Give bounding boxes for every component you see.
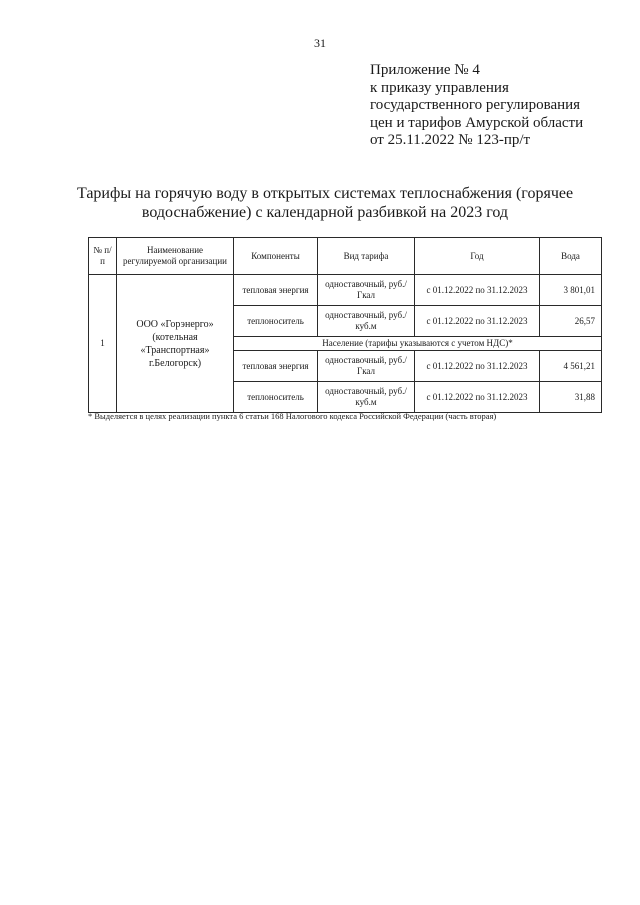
cell-tariff-type: одноставочный, руб./Гкал <box>318 351 415 382</box>
cell-period: с 01.12.2022 по 31.12.2023 <box>415 351 540 382</box>
section-label: Население (тарифы указываются с учетом НДС)* <box>234 337 602 351</box>
cell-tariff-type: одноставочный, руб./куб.м <box>318 382 415 413</box>
page-number: 31 <box>314 36 326 50</box>
cell-component: теплоноситель <box>234 306 318 337</box>
cell-tariff-type: одноставочный, руб./Гкал <box>318 275 415 306</box>
title-line-2: водоснабжение) с календарной разбивкой на 2023 год <box>141 204 509 221</box>
header-org: Наименование регулируемой организации <box>117 238 234 275</box>
footnote: * Выделяется в целях реализации пункта 6 статьи 168 Налогового кодекса Российской Федерации (часть вторая) <box>88 411 497 421</box>
cell-value: 31,88 <box>540 382 602 413</box>
row-number: 1 <box>89 275 117 413</box>
header-tariff-type: Вид тарифа <box>318 238 415 275</box>
cell-period: с 01.12.2022 по 31.12.2023 <box>415 306 540 337</box>
header-num: № п/п <box>89 238 117 275</box>
appendix-line: от 25.11.2022 № 123-пр/т <box>370 132 531 148</box>
cell-value: 4 561,21 <box>540 351 602 382</box>
header-year: Год <box>415 238 540 275</box>
cell-component: теплоноситель <box>234 382 318 413</box>
appendix-line: к приказу управления <box>370 79 509 96</box>
appendix-line: государственного регулирования <box>370 97 581 113</box>
cell-period: с 01.12.2022 по 31.12.2023 <box>415 275 540 306</box>
cell-value: 26,57 <box>540 306 602 337</box>
title-line-1: Тарифы на горячую воду в открытых системах теплоснабжения (горячее <box>76 185 574 202</box>
cell-period: с 01.12.2022 по 31.12.2023 <box>415 382 540 413</box>
header-component: Компоненты <box>234 238 318 275</box>
header-water: Вода <box>540 238 602 275</box>
appendix-block <box>370 62 610 150</box>
org-name: ООО «Горэнерго» (котельная «Транспортная» г.Белогорск) <box>117 275 234 413</box>
document-title <box>60 184 590 222</box>
cell-tariff-type: одноставочный, руб./куб.м <box>318 306 415 337</box>
cell-component: тепловая энергия <box>234 275 318 306</box>
tariffs-table <box>88 237 602 413</box>
cell-value: 3 801,01 <box>540 275 602 306</box>
cell-component: тепловая энергия <box>234 351 318 382</box>
table-row <box>89 275 602 306</box>
appendix-line: цен и тарифов Амурской области <box>370 114 584 131</box>
appendix-line: Приложение № 4 <box>370 62 480 78</box>
table-header-row <box>89 238 602 275</box>
